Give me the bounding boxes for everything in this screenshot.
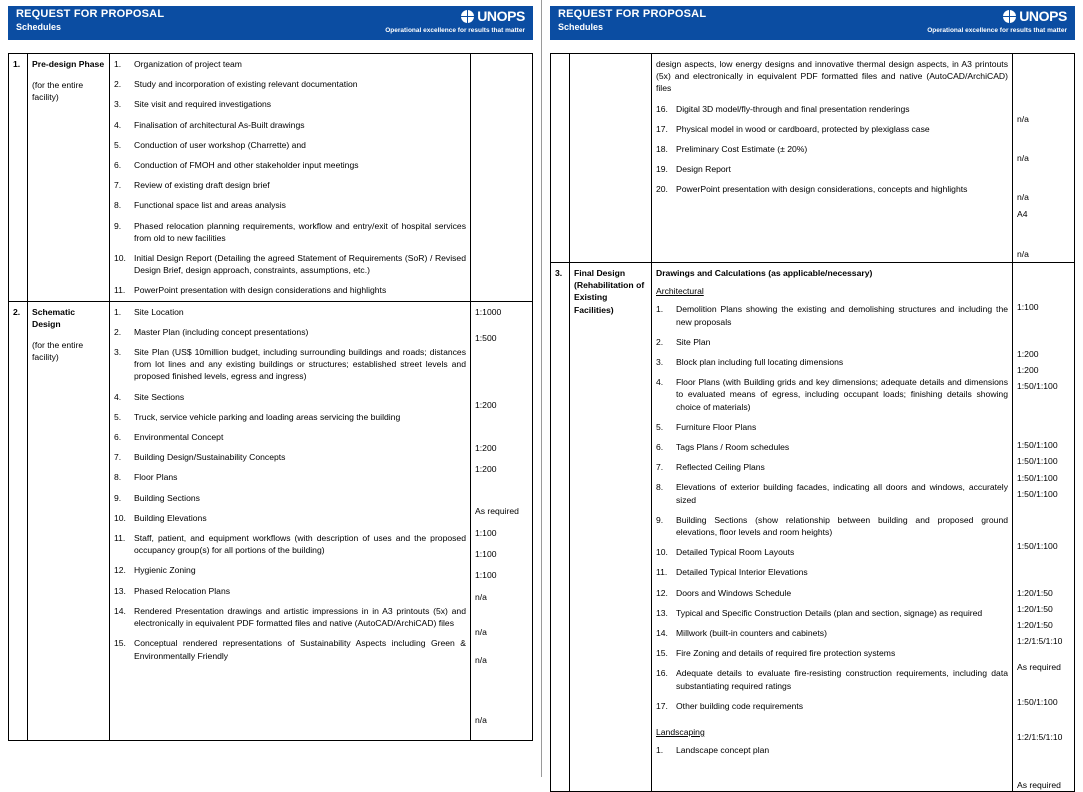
scale-value: 1:2/1:5/1:10 xyxy=(1017,636,1063,646)
item-list xyxy=(656,103,1008,196)
phase-label: Schematic Design xyxy=(32,306,75,329)
scale-value: 1:500 xyxy=(475,332,497,343)
phase-label: Final Design xyxy=(574,268,626,278)
list-item-text: Functional space list and areas analysis xyxy=(134,200,286,211)
list-item: 15. Conceptual rendered representations of Sustainability Aspects including Green & Environmentally Friendly xyxy=(114,638,466,661)
list-item-number: 16. xyxy=(656,668,668,679)
row-number xyxy=(551,54,570,263)
scale-value: n/a xyxy=(1017,192,1029,202)
scale-value: 1:100 xyxy=(475,548,497,559)
list-item xyxy=(656,303,1008,327)
list-item-number: 16. xyxy=(656,103,668,114)
row-items xyxy=(110,301,471,740)
globe-icon xyxy=(461,10,474,23)
list-item: 11. PowerPoint presentation with design considerations and highlights xyxy=(114,285,387,296)
phase-sublabel: (for the entire facility) xyxy=(32,80,84,103)
brand-name: UNOPS xyxy=(477,8,525,24)
scale-value: As required xyxy=(475,505,519,516)
list-item-text: Staff, patient, and equipment workflows (with description of uses and the proposed occupancy group(s) for all portions of the building) xyxy=(134,533,466,556)
list-item xyxy=(656,461,1008,473)
scale-value: 1:100 xyxy=(475,527,497,538)
list-item: 4. Site Sections xyxy=(114,391,185,402)
scale-value: n/a xyxy=(1017,114,1029,124)
list-item: 6. Environmental Concept xyxy=(114,432,224,443)
scale-value: n/a xyxy=(1017,153,1029,163)
list-item-number: 3. xyxy=(656,357,664,368)
schedule-table-right xyxy=(550,53,1075,792)
list-item: 1. Site Location xyxy=(114,306,184,317)
row-items xyxy=(652,54,1013,263)
scale-value: As required xyxy=(1017,780,1061,790)
item-list xyxy=(656,303,1008,712)
list-item-text: Building Design/Sustainability Concepts xyxy=(134,452,286,463)
scale-value: A4 xyxy=(1017,209,1028,219)
list-item-text: Organization of project team xyxy=(134,59,242,69)
list-item: 5. Conduction of user workshop (Charrette) and xyxy=(114,139,306,150)
list-item-text: Elevations of exterior building facades, indicating all doors and windows, accurately sized xyxy=(676,482,1008,505)
list-item-number: 9. xyxy=(656,514,664,525)
list-item-number: 1. xyxy=(656,304,664,315)
list-item-text: Review of existing draft design brief xyxy=(134,180,270,191)
row-phase xyxy=(570,54,652,263)
list-item xyxy=(656,143,1008,155)
list-item: 9. Phased relocation planning requirements, workflow and entry/exit of hospital services from old to new facilities xyxy=(114,220,466,243)
list-item-number: 17. xyxy=(656,123,668,134)
scale-value: 1:20/1:50 xyxy=(1017,620,1053,630)
list-item-number: 8. xyxy=(656,482,664,493)
unops-logo xyxy=(1003,8,1067,24)
list-item xyxy=(656,546,1008,558)
row-number: 2. xyxy=(9,301,28,740)
list-item-text: Millwork (built-in counters and cabinets) xyxy=(676,628,827,639)
list-item xyxy=(656,627,1008,639)
row-number: 3. xyxy=(551,263,570,792)
group-heading-landscaping: Landscaping xyxy=(656,727,705,738)
table-row xyxy=(551,263,1075,792)
list-item: 2. Study and incorporation of existing relevant documentation xyxy=(114,79,358,90)
group-heading-architectural: Architectural xyxy=(656,286,704,297)
list-item: 4. Finalisation of architectural As-Built drawings xyxy=(114,119,305,130)
row-items xyxy=(652,263,1013,792)
list-item-text: Adequate details to evaluate fire-resisting construction requirements, including data substantiating required ratings xyxy=(676,668,1008,691)
list-item: 10. Building Elevations xyxy=(114,512,207,523)
list-item-text: PowerPoint presentation with design considerations, concepts and highlights xyxy=(676,184,968,195)
scale-value: 1:50/1:100 xyxy=(1017,381,1058,391)
header-tagline: Operational excellence for results that matter xyxy=(927,27,1067,34)
scale-value: 1:50/1:100 xyxy=(1017,473,1058,483)
list-item-number: 10. xyxy=(656,547,668,558)
scale-value: 1:100 xyxy=(1017,302,1039,312)
list-item-text: Digital 3D model/fly-through and final presentation renderings xyxy=(676,103,910,114)
list-item xyxy=(656,123,1008,135)
list-item-number: 15. xyxy=(656,648,668,659)
list-item-text: Physical model in wood or cardboard, protected by plexiglass case xyxy=(676,123,930,134)
scale-value: n/a xyxy=(475,626,487,637)
header-subtitle: Schedules xyxy=(558,22,604,32)
list-item: 2. Master Plan (including concept presentations) xyxy=(114,326,309,337)
list-item-text: Conduction of user workshop (Charrette) and xyxy=(134,139,306,150)
list-item-number: 4. xyxy=(656,377,664,388)
unops-logo xyxy=(461,8,525,24)
phase-sublabel: (Rehabilitation of Existing Facilities) xyxy=(574,280,645,315)
scale-value: n/a xyxy=(475,714,487,725)
list-item-number: 2. xyxy=(656,336,664,347)
list-item-text: Site visit and required investigations xyxy=(134,99,272,110)
list-item-text: Phased relocation planning requirements, workflow and entry/exit of hospital services from old to new facilities xyxy=(134,220,466,243)
row-items xyxy=(110,54,471,302)
list-item-text: PowerPoint presentation with design considerations and highlights xyxy=(134,285,387,296)
list-item: 7. Review of existing draft design brief xyxy=(114,180,270,191)
list-item xyxy=(656,514,1008,538)
list-item-number: 14. xyxy=(656,628,668,639)
list-item-text: Study and incorporation of existing relevant documentation xyxy=(134,79,358,90)
list-item xyxy=(656,336,1008,348)
row-phase xyxy=(570,263,652,792)
section-title: Drawings and Calculations (as applicable/necessary) xyxy=(656,268,873,278)
page-header-left xyxy=(8,6,533,40)
brand-name: UNOPS xyxy=(1019,8,1067,24)
list-item: 6. Conduction of FMOH and other stakeholder input meetings xyxy=(114,160,359,171)
list-item-text: Design Report xyxy=(676,164,731,175)
list-item-number: 5. xyxy=(656,421,664,432)
list-item-text: Detailed Typical Interior Elevations xyxy=(676,567,808,578)
list-item xyxy=(656,376,1008,413)
list-item-text: Reflected Ceiling Plans xyxy=(676,462,765,473)
list-item-text: Tags Plans / Room schedules xyxy=(676,442,790,453)
row-scales xyxy=(471,301,533,740)
list-item-text: Site Plan (US$ 10million budget, including surrounding buildings and roads; distances from lot lines and any existing buildings or structures; established street levels and proposed finished levels, egress and ingress) xyxy=(134,347,466,382)
row-number: 1. xyxy=(9,54,28,302)
list-item: 11. Staff, patient, and equipment workflows (with description of uses and the proposed occupancy group(s) for all portions of the building) xyxy=(114,533,466,556)
item-list xyxy=(114,306,466,662)
row-scales xyxy=(1013,54,1075,263)
table-row xyxy=(9,54,533,302)
list-item: 9. Building Sections xyxy=(114,492,200,503)
list-item-text: Typical and Specific Construction Details (plan and section, signage) as required xyxy=(676,607,983,618)
table-row xyxy=(551,54,1075,263)
list-item xyxy=(656,607,1008,619)
row-scales xyxy=(1013,263,1075,792)
list-item: 8. Floor Plans xyxy=(114,472,178,483)
scale-value: 1:1000 xyxy=(475,306,502,317)
phase-label: Pre-design Phase xyxy=(32,59,105,69)
list-item xyxy=(656,667,1008,691)
list-item-text: Landscape concept plan xyxy=(676,745,770,756)
list-item-text: Detailed Typical Room Layouts xyxy=(676,547,795,558)
list-item: 3. Site visit and required investigations xyxy=(114,99,272,110)
page-right xyxy=(542,0,1083,790)
list-item xyxy=(656,441,1008,453)
list-item xyxy=(656,647,1008,659)
scale-value: 1:200 xyxy=(475,463,497,474)
list-item-text: Furniture Floor Plans xyxy=(676,421,757,432)
list-item xyxy=(656,587,1008,599)
item-list xyxy=(114,58,466,297)
list-item-number: 13. xyxy=(656,607,668,618)
list-item-text: Building Sections xyxy=(134,492,200,503)
table-row xyxy=(9,301,533,740)
row-phase xyxy=(28,54,110,302)
scale-value: 1:50/1:100 xyxy=(1017,440,1058,450)
list-item-text: Environmental Concept xyxy=(134,432,224,443)
scale-value: n/a xyxy=(475,654,487,665)
scale-value: 1:200 xyxy=(475,442,497,453)
list-item-text: Fire Zoning and details of required fire protection systems xyxy=(676,648,896,659)
list-item-number: 20. xyxy=(656,184,668,195)
list-item-text: Floor Plans (with Building grids and key dimensions; adequate details and dimensions to evaluated means of egress, including occupant loads; finishing details showing choice of materials) xyxy=(676,377,1008,412)
row-scales xyxy=(471,54,533,302)
list-item-text: Rendered Presentation drawings and artistic impressions in in A3 printouts (5x) and electronically in equivalent PDF formatted files and native (AutoCAD/ArchiCAD) files xyxy=(134,605,466,629)
list-item: 3. Site Plan (US$ 10million budget, including surrounding buildings and roads; distances from lot lines and any existing buildings or structures; established street levels and proposed finished levels, egress and ingress) xyxy=(114,347,466,382)
list-item-number: 19. xyxy=(656,164,668,175)
list-item: 12. Hygienic Zoning xyxy=(114,565,196,576)
list-item-text: Phased Relocation Plans xyxy=(134,585,231,596)
page-left xyxy=(0,0,541,777)
scale-value: 1:100 xyxy=(475,569,497,580)
list-item-number: 1. xyxy=(656,745,664,756)
list-item-text: Hygienic Zoning xyxy=(134,565,196,576)
list-item-text: Master Plan (including concept presentations) xyxy=(134,326,309,337)
list-item: 10. Initial Design Report (Detailing the agreed Statement of Requirements (SoR) / Revised Design Brief, design approach, constraints, assumptions, etc.) xyxy=(114,253,466,276)
continuation-text: design aspects, low energy designs and innovative thermal design aspects, in A3 printouts (5x) and electronically in equivalent PDF formatted files and native (AutoCAD/ArchiCAD) files xyxy=(656,59,1008,94)
header-tagline: Operational excellence for results that matter xyxy=(385,27,525,34)
list-item-text: Block plan including full locating dimensions xyxy=(676,357,844,368)
list-item: 14. Rendered Presentation drawings and artistic impressions in in A3 printouts (5x) and electronically in equivalent PDF formatted files and native (AutoCAD/ArchiCAD) files xyxy=(114,605,466,629)
list-item xyxy=(656,163,1008,175)
list-item-text: Conduction of FMOH and other stakeholder input meetings xyxy=(134,160,359,171)
phase-sublabel: (for the entire facility) xyxy=(32,340,84,363)
list-item-number: 17. xyxy=(656,700,668,711)
list-item-text: Building Elevations xyxy=(134,512,207,523)
list-item-text: Site Location xyxy=(134,306,184,317)
page-header-right xyxy=(550,6,1075,40)
scale-value: 1:50/1:100 xyxy=(1017,541,1058,551)
scale-value: 1:50/1:100 xyxy=(1017,456,1058,466)
list-item-text: Floor Plans xyxy=(134,472,178,483)
header-title: REQUEST FOR PROPOSAL xyxy=(16,8,165,20)
list-item-text: Conceptual rendered representations of Sustainability Aspects including Green & Environmentally Friendly xyxy=(134,638,466,661)
list-item: 8. Functional space list and areas analysis xyxy=(114,200,286,211)
scale-value: 1:2/1:5/1:10 xyxy=(1017,732,1063,742)
scale-value: 1:20/1:50 xyxy=(1017,604,1053,614)
row-phase xyxy=(28,301,110,740)
list-item: 13. Phased Relocation Plans xyxy=(114,585,231,596)
list-item-text: Truck, service vehicle parking and loading areas servicing the building xyxy=(134,411,401,422)
scale-value: n/a xyxy=(1017,249,1029,259)
list-item xyxy=(656,481,1008,505)
list-item-text: Preliminary Cost Estimate (± 20%) xyxy=(676,144,808,155)
list-item xyxy=(656,103,1008,115)
list-item-text: Building Sections (show relationship between building and proposed ground elevations, floor levels and room heights) xyxy=(676,514,1008,538)
list-item xyxy=(656,700,1008,712)
list-item xyxy=(656,421,1008,433)
list-item-text: Other building code requirements xyxy=(676,700,804,711)
scale-value: n/a xyxy=(475,591,487,602)
list-item: 7. Building Design/Sustainability Concepts xyxy=(114,452,286,463)
list-item-text: Demolition Plans showing the existing and demolishing structures and including the new proposals xyxy=(676,304,1008,327)
list-item-text: Initial Design Report (Detailing the agreed Statement of Requirements (SoR) / Revised Design Brief, design approach, constraints, assumptions, etc.) xyxy=(134,253,466,276)
scale-value: 1:50/1:100 xyxy=(1017,697,1058,707)
list-item xyxy=(656,356,1008,368)
scale-value: 1:200 xyxy=(1017,349,1039,359)
list-item-number: 18. xyxy=(656,144,668,155)
list-item: 1. Organization of project team xyxy=(114,59,242,69)
list-item: 5. Truck, service vehicle parking and loading areas servicing the building xyxy=(114,411,401,422)
scale-value: As required xyxy=(1017,662,1061,672)
list-item-text: Finalisation of architectural As-Built drawings xyxy=(134,119,305,130)
list-item-number: 12. xyxy=(656,587,668,598)
scale-value: 1:50/1:100 xyxy=(1017,489,1058,499)
scale-value: 1:200 xyxy=(1017,365,1039,375)
list-item-number: 7. xyxy=(656,462,664,473)
list-item-text: Site Plan xyxy=(676,336,711,347)
scale-value: 1:20/1:50 xyxy=(1017,588,1053,598)
list-item xyxy=(656,744,1008,756)
schedule-table-left xyxy=(8,53,533,741)
list-item xyxy=(656,183,1008,195)
list-item xyxy=(656,566,1008,578)
globe-icon xyxy=(1003,10,1016,23)
scale-value: 1:200 xyxy=(475,399,497,410)
list-item-number: 6. xyxy=(656,442,664,453)
header-subtitle: Schedules xyxy=(16,22,62,32)
header-title: REQUEST FOR PROPOSAL xyxy=(558,8,707,20)
item-list-landscaping xyxy=(656,744,1008,756)
list-item-number: 11. xyxy=(656,567,668,578)
list-item-text: Doors and Windows Schedule xyxy=(676,587,792,598)
list-item-text: Site Sections xyxy=(134,391,185,402)
